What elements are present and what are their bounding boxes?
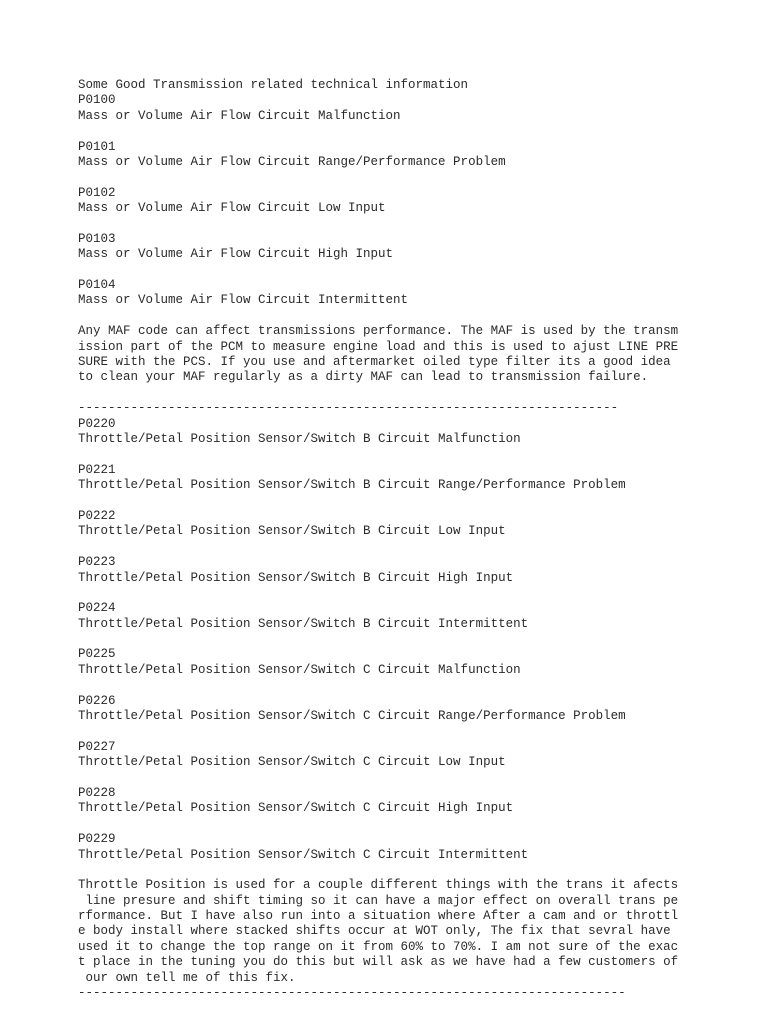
- code-description: Throttle/Petal Position Sensor/Switch B Circuit Range/Performance Problem: [78, 478, 626, 493]
- separator-line: -------------------------------------------------------------------------: [78, 986, 626, 1001]
- throttle-note-line: Throttle Position is used for a couple different things with the trans it afects: [78, 878, 679, 893]
- code-label: P0220: [78, 416, 116, 431]
- document-page: [78, 78, 758, 1001]
- code-label: P0104: [78, 278, 116, 293]
- code-description: Mass or Volume Air Flow Circuit Range/Performance Problem: [78, 154, 506, 169]
- maf-note-line: ission part of the PCM to measure engine load and this is used to ajust LINE PRE: [78, 339, 679, 354]
- maf-note-line: SURE with the PCS. If you use and aftermarket oiled type filter its a good idea: [78, 355, 671, 370]
- code-description: Mass or Volume Air Flow Circuit High Input: [78, 247, 394, 262]
- code-label: P0226: [78, 693, 116, 708]
- code-label: P0227: [78, 739, 116, 754]
- code-label: P0101: [78, 139, 116, 154]
- document-title: Some Good Transmission related technical information: [78, 78, 469, 92]
- code-description: Throttle/Petal Position Sensor/Switch B Circuit Malfunction: [78, 431, 521, 446]
- code-description: Mass or Volume Air Flow Circuit Intermittent: [78, 293, 409, 308]
- code-description: Throttle/Petal Position Sensor/Switch B Circuit High Input: [78, 570, 514, 585]
- code-description: Throttle/Petal Position Sensor/Switch C Circuit Intermittent: [78, 847, 529, 862]
- maf-note-line: to clean your MAF regularly as a dirty MAF can lead to transmission failure.: [78, 370, 649, 385]
- maf-note-line: Any MAF code can affect transmissions performance. The MAF is used by the transm: [78, 324, 679, 339]
- throttle-note-line: t place in the tuning you do this but will ask as we have had a few customers of: [78, 955, 679, 970]
- code-label: P0102: [78, 185, 116, 200]
- code-label: P0221: [78, 462, 116, 477]
- separator-line: ------------------------------------------------------------------------: [78, 401, 619, 416]
- code-description: Throttle/Petal Position Sensor/Switch C Circuit Range/Performance Problem: [78, 709, 626, 724]
- code-description: Throttle/Petal Position Sensor/Switch C Circuit Malfunction: [78, 662, 521, 677]
- code-label: P0224: [78, 601, 116, 616]
- code-label: P0223: [78, 555, 116, 570]
- code-label: P0225: [78, 647, 116, 662]
- throttle-note-line: e body install where stacked shifts occur at WOT only, The fix that sevral have: [78, 924, 671, 939]
- code-label: P0228: [78, 785, 116, 800]
- code-description: Mass or Volume Air Flow Circuit Malfunction: [78, 108, 401, 123]
- code-description: Throttle/Petal Position Sensor/Switch C Circuit Low Input: [78, 755, 506, 770]
- throttle-note-line: used it to change the top range on it from 60% to 70%. I am not sure of the exac: [78, 939, 679, 954]
- code-label: P0100: [78, 93, 116, 108]
- throttle-note-line: our own tell me of this fix.: [78, 970, 296, 985]
- code-description: Throttle/Petal Position Sensor/Switch C Circuit High Input: [78, 801, 514, 816]
- throttle-note-line: line presure and shift timing so it can have a major effect on overall trans pe: [78, 893, 679, 908]
- code-description: Mass or Volume Air Flow Circuit Low Input: [78, 201, 386, 216]
- throttle-note-line: rformance. But I have also run into a situation where After a cam and or throttl: [78, 909, 679, 924]
- code-label: P0222: [78, 508, 116, 523]
- code-label: P0229: [78, 832, 116, 847]
- code-description: Throttle/Petal Position Sensor/Switch B Circuit Low Input: [78, 524, 506, 539]
- code-description: Throttle/Petal Position Sensor/Switch B Circuit Intermittent: [78, 616, 529, 631]
- code-label: P0103: [78, 231, 116, 246]
